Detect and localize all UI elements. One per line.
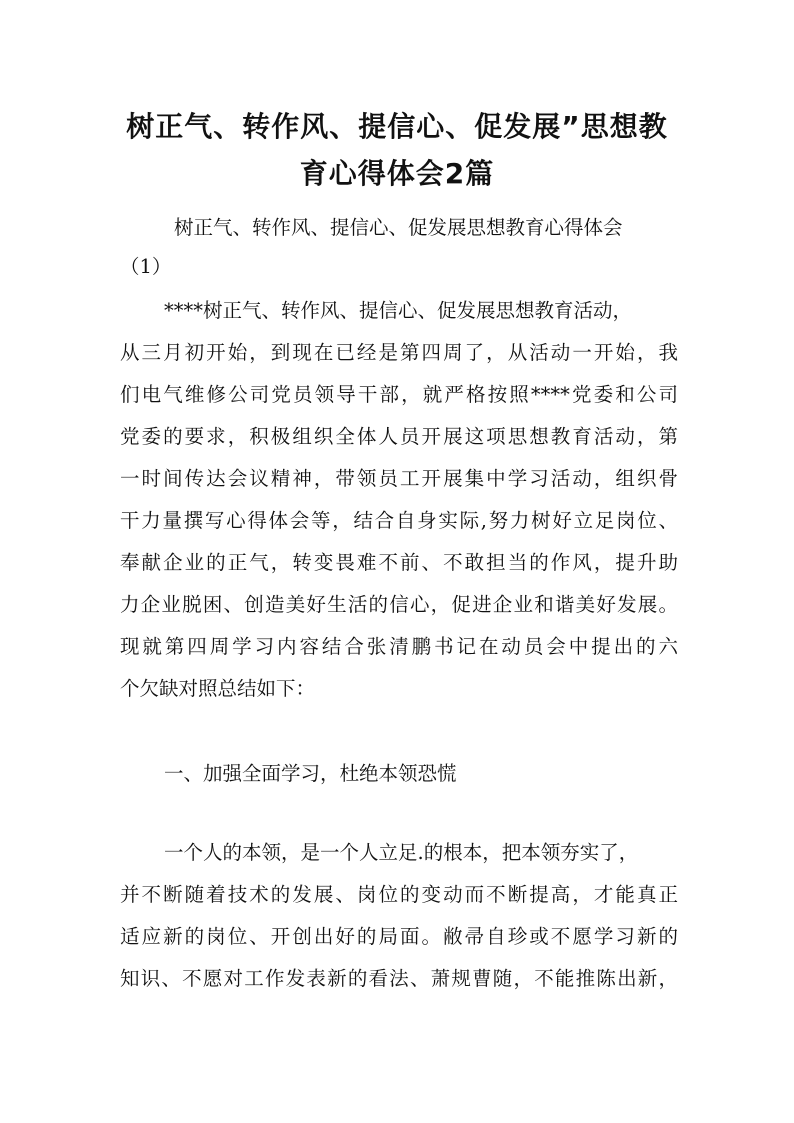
paragraph-1-line-1: ****树正气、转作风、提信心、促发展思想教育活动，: [164, 299, 633, 322]
paragraph-1-line-2: 从三月初开始，到现在已经是第四周了，从活动一开始，我: [120, 341, 678, 364]
paragraph-1-line-3: 们电气维修公司党员领导干部，就严格按照****党委和公司: [120, 383, 678, 406]
paragraph-1-line-9: 现就第四周学习内容结合张清鹏书记在动员会中提出的六: [120, 635, 678, 658]
subtitle-line-2: （1）: [120, 255, 172, 278]
paragraph-2-line-4: 知识、不愿对工作发表新的看法、萧规曹随，不能推陈出新，: [120, 967, 678, 990]
document-title-line-1: 树正气、转作风、提信心、促发展”思想教: [126, 110, 668, 143]
document-title-line-2: 育心得体会2篇: [299, 157, 495, 190]
paragraph-1-line-4: 党委的要求，积极组织全体人员开展这项思想教育活动，第: [120, 425, 678, 448]
section-1-heading: 一、加强全面学习，杜绝本领恐慌: [164, 762, 457, 785]
paragraph-1-line-5: 一时间传达会议精神，带领员工开展集中学习活动，组织骨: [120, 467, 678, 490]
paragraph-2-line-2: 并不断随着技术的发展、岗位的变动而不断提高，才能真正: [120, 883, 678, 906]
paragraph-1-line-7: 奉献企业的正气，转变畏难不前、不敢担当的作风，提升助: [120, 551, 678, 574]
paragraph-1-line-10: 个欠缺对照总结如下：: [120, 677, 316, 700]
paragraph-1-line-6: 干力量撰写心得体会等，结合自身实际,努力树好立足岗位、: [120, 509, 678, 532]
paragraph-2-line-3: 适应新的岗位、开创出好的局面。敝帚自珍或不愿学习新的: [120, 925, 678, 948]
subtitle-line-1: 树正气、转作风、提信心、促发展思想教育心得体会: [174, 216, 623, 239]
paragraph-2-line-1: 一个人的本领，是一个人立足.的根本，把本领夯实了，: [164, 841, 639, 864]
paragraph-1-line-8: 力企业脱困、创造美好生活的信心，促进企业和谐美好发展。: [120, 593, 678, 616]
